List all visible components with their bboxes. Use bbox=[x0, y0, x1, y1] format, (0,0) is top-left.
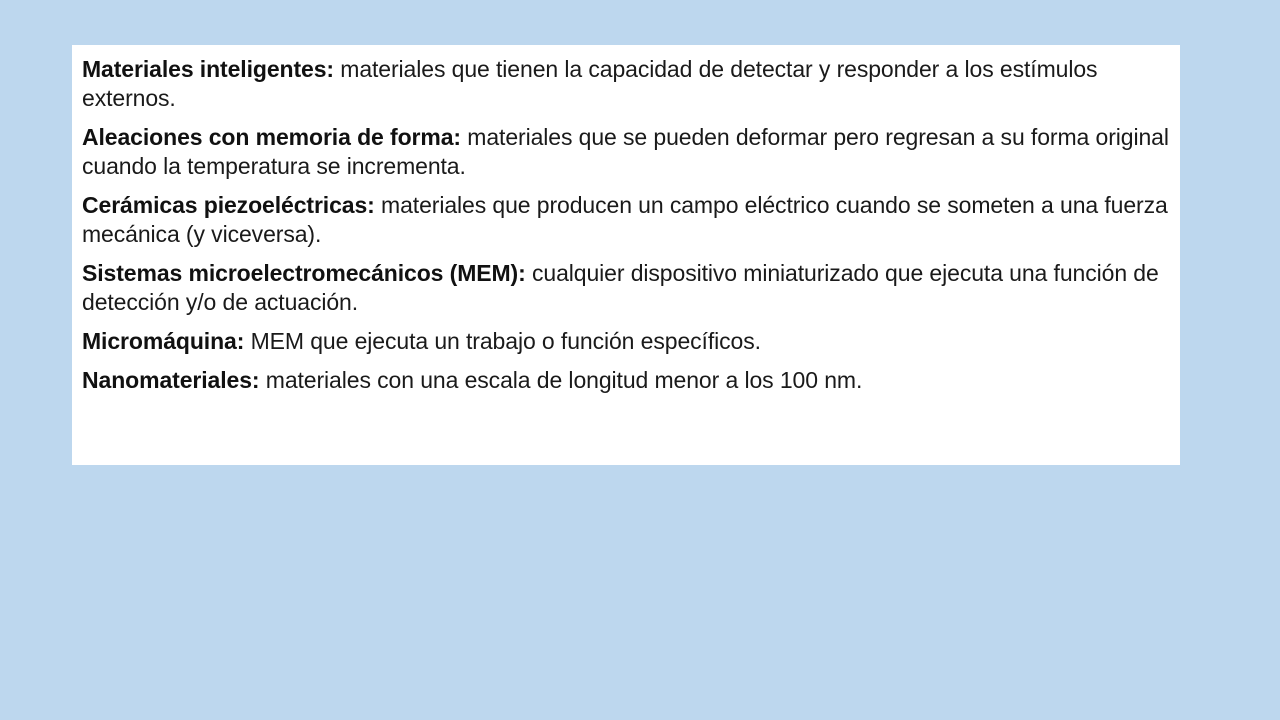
definition-term: Micromáquina: bbox=[82, 328, 245, 354]
definition-nanomateriales bbox=[82, 366, 1170, 395]
definition-materiales-inteligentes bbox=[82, 55, 1170, 113]
definition-term: Materiales inteligentes: bbox=[82, 56, 334, 82]
definition-term: Aleaciones con memoria de forma: bbox=[82, 124, 461, 150]
definitions-card bbox=[72, 45, 1180, 465]
definition-text: materiales que tienen la capacidad de detectar y responder a los estímulos externos. bbox=[82, 56, 1098, 111]
definition-ceramicas-piezoelectricas bbox=[82, 191, 1170, 249]
definition-text: materiales que se pueden deformar pero regresan a su forma original cuando la temperatura se incrementa. bbox=[82, 124, 1169, 179]
definition-text: cualquier dispositivo miniaturizado que ejecuta una función de detección y/o de actuación. bbox=[82, 260, 1159, 315]
definition-term: Nanomateriales: bbox=[82, 367, 260, 393]
definition-micromaquina bbox=[82, 327, 1170, 356]
definition-aleaciones-memoria-forma bbox=[82, 123, 1170, 181]
definition-sistemas-mem bbox=[82, 259, 1170, 317]
definition-text: materiales con una escala de longitud menor a los 100 nm. bbox=[259, 367, 863, 393]
definition-text: MEM que ejecuta un trabajo o función específicos. bbox=[244, 328, 761, 354]
definition-text: materiales que producen un campo eléctrico cuando se someten a una fuerza mecánica (y viceversa). bbox=[82, 192, 1168, 247]
definition-term: Cerámicas piezoeléctricas: bbox=[82, 192, 375, 218]
definition-term: Sistemas microelectromecánicos (MEM): bbox=[82, 260, 526, 286]
